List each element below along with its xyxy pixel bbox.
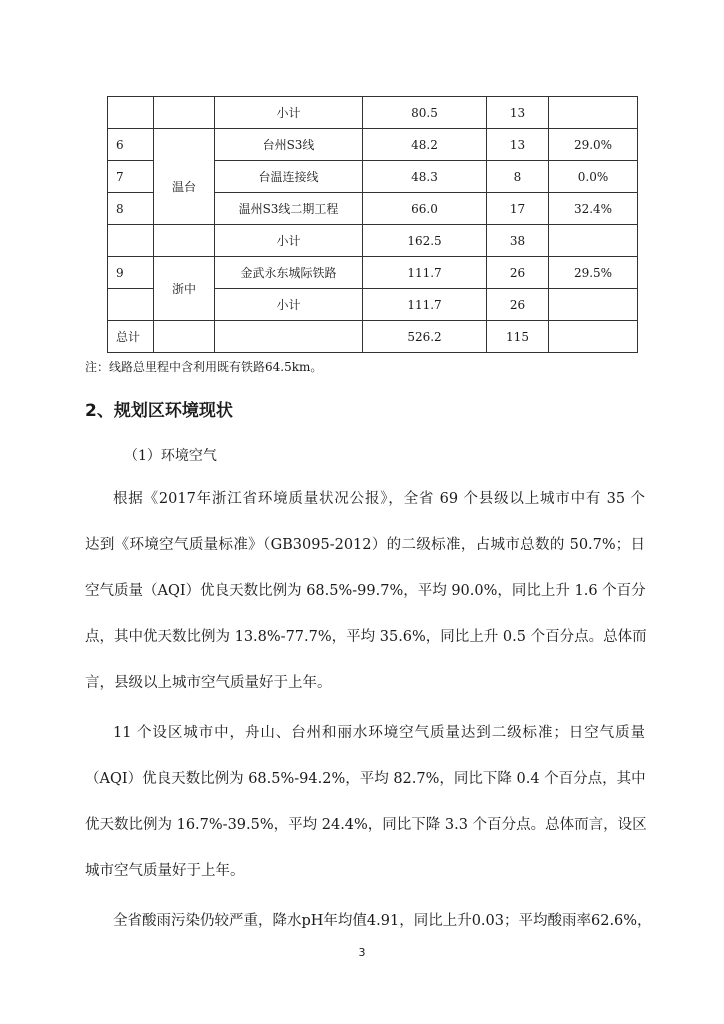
cell-ratio: 0.0%: [549, 161, 638, 193]
cell-length: 48.3: [363, 161, 487, 193]
cell-no: 9: [108, 257, 154, 289]
cell-ratio: [549, 225, 638, 257]
table-row: [108, 97, 638, 129]
cell-name: [215, 321, 363, 353]
cell-region: [154, 321, 215, 353]
paragraph-line: 11 个设区城市中，舟山、台州和丽水环境空气质量达到二级标准；日空气质量: [113, 725, 645, 741]
paragraph-line: 言，县级以上城市空气质量好于上年。: [85, 675, 332, 691]
cell-length: 80.5: [363, 97, 487, 129]
cell-region-zhezhong: 浙中: [154, 257, 215, 321]
cell-name: 小计: [215, 225, 363, 257]
cell-stations: 17: [487, 193, 549, 225]
cell-length: 111.7: [363, 289, 487, 321]
page-number: 3: [358, 946, 366, 959]
cell-no: [108, 97, 154, 129]
cell-length: 66.0: [363, 193, 487, 225]
cell-no: [108, 225, 154, 257]
cell-no: [108, 289, 154, 321]
cell-region-wentai: 温台: [154, 129, 215, 225]
paragraph-line: 优天数比例为 16.7%-39.5%，平均 24.4%，同比下降 3.3 个百分点。总体而言，设区: [85, 817, 647, 833]
cell-stations: 26: [487, 257, 549, 289]
paragraph-line: 达到《环境空气质量标准》（GB3095-2012）的二级标准，占城市总数的 50.7%；日: [85, 537, 645, 553]
table-row: [108, 321, 638, 353]
cell-stations: 26: [487, 289, 549, 321]
cell-ratio: 29.5%: [549, 257, 638, 289]
cell-ratio: [549, 289, 638, 321]
cell-region: [154, 225, 215, 257]
cell-stations: 13: [487, 97, 549, 129]
paragraph-line: 城市空气质量好于上年。: [85, 863, 245, 879]
section-heading: 2、规划区环境现状: [85, 401, 233, 421]
paragraph-line: 根据《2017年浙江省环境质量状况公报》，全省 69 个县级以上城市中有 35 个: [113, 491, 645, 507]
cell-length: 526.2: [363, 321, 487, 353]
cell-ratio: [549, 97, 638, 129]
cell-ratio: [549, 321, 638, 353]
paragraph-acid-rain: [85, 898, 652, 944]
cell-name: 金武永东城际铁路: [215, 257, 363, 289]
cell-region: [154, 97, 215, 129]
table-row: [108, 257, 638, 289]
cell-no: 7: [108, 161, 154, 193]
cell-name: 台温连接线: [215, 161, 363, 193]
paragraph-line: 全省酸雨污染仍较严重，降水pH年均值4.91，同比上升0.03；平均酸雨率62.6%，: [113, 913, 652, 929]
paragraph-line: 点，其中优天数比例为 13.8%-77.7%，平均 35.6%，同比上升 0.5 个百分点。总体而: [85, 629, 647, 645]
paragraph-city-air-quality: [85, 710, 645, 894]
paragraph-county-air-quality: [85, 476, 645, 706]
cell-stations: 13: [487, 129, 549, 161]
table-note: 注：线路总里程中含利用既有铁路64.5km。: [85, 360, 323, 374]
cell-stations: 38: [487, 225, 549, 257]
cell-name: 小计: [215, 97, 363, 129]
cell-length: 111.7: [363, 257, 487, 289]
paragraph-line: 空气质量（AQI）优良天数比例为 68.5%-99.7%，平均 90.0%，同比上升 1.6 个百分: [85, 583, 646, 599]
cell-length: 48.2: [363, 129, 487, 161]
table-row: [108, 225, 638, 257]
cell-ratio: 29.0%: [549, 129, 638, 161]
railway-routes-table: [107, 96, 638, 353]
cell-no: 6: [108, 129, 154, 161]
table-row: [108, 129, 638, 161]
cell-name: 小计: [215, 289, 363, 321]
paragraph-line: （AQI）优良天数比例为 68.5%-94.2%，平均 82.7%，同比下降 0.4 个百分点，其中: [85, 771, 646, 787]
subsection-heading: （1）环境空气: [124, 448, 217, 464]
cell-name: 台州S3线: [215, 129, 363, 161]
cell-stations: 115: [487, 321, 549, 353]
cell-ratio: 32.4%: [549, 193, 638, 225]
cell-no: 8: [108, 193, 154, 225]
cell-no-total: 总计: [108, 321, 154, 353]
cell-name: 温州S3线二期工程: [215, 193, 363, 225]
cell-length: 162.5: [363, 225, 487, 257]
cell-stations: 8: [487, 161, 549, 193]
